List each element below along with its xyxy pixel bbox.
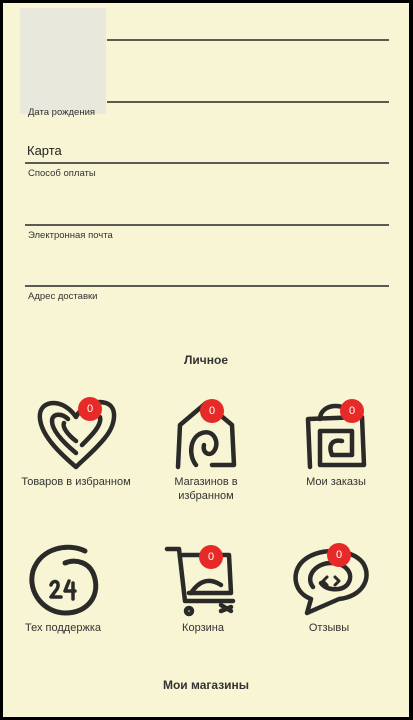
profile-screen (3, 3, 409, 717)
birthdate-field[interactable] (107, 83, 389, 103)
tile-favorite-goods[interactable] (16, 395, 136, 489)
support-24-icon (19, 541, 107, 617)
badge-favorite-shops: 0 (200, 399, 224, 423)
tile-reviews-label: Отзывы (308, 622, 350, 634)
tile-tech-support-label: Тех поддержка (25, 622, 101, 634)
tile-reviews[interactable] (269, 541, 389, 635)
tile-favorite-shops-label: Магазинов в избранном (174, 476, 238, 502)
my-shops-section-title: Мои магазины (162, 678, 250, 692)
cart-icon (159, 541, 247, 617)
tile-favorite-shops[interactable] (146, 395, 266, 503)
chat-bubble-icon (285, 541, 373, 617)
bag-icon (292, 395, 380, 471)
heart-icon (32, 395, 120, 471)
avatar[interactable] (20, 8, 106, 114)
tile-my-orders-label: Мои заказы (306, 476, 366, 488)
tile-cart[interactable] (143, 541, 263, 635)
name-field[interactable] (107, 23, 389, 41)
address-field[interactable] (25, 259, 389, 287)
payment-method-field[interactable]: Карта (25, 138, 389, 164)
payment-method-label: Способ оплаты (28, 168, 96, 179)
house-icon (162, 395, 250, 471)
badge-cart: 0 (199, 545, 223, 569)
birthdate-label: Дата рождения (28, 107, 96, 118)
badge-favorite-goods: 0 (78, 397, 102, 421)
tile-tech-support[interactable] (3, 541, 123, 635)
badge-my-orders: 0 (340, 399, 364, 423)
email-field[interactable] (25, 198, 389, 226)
tile-cart-label: Корзина (182, 622, 224, 634)
tile-my-orders[interactable] (276, 395, 396, 489)
email-label: Электронная почта (28, 230, 113, 241)
personal-section-title: Личное (183, 353, 228, 367)
address-label: Адрес доставки (28, 291, 98, 302)
tile-favorite-goods-label: Товаров в избранном (21, 476, 131, 488)
badge-reviews: 0 (327, 543, 351, 567)
